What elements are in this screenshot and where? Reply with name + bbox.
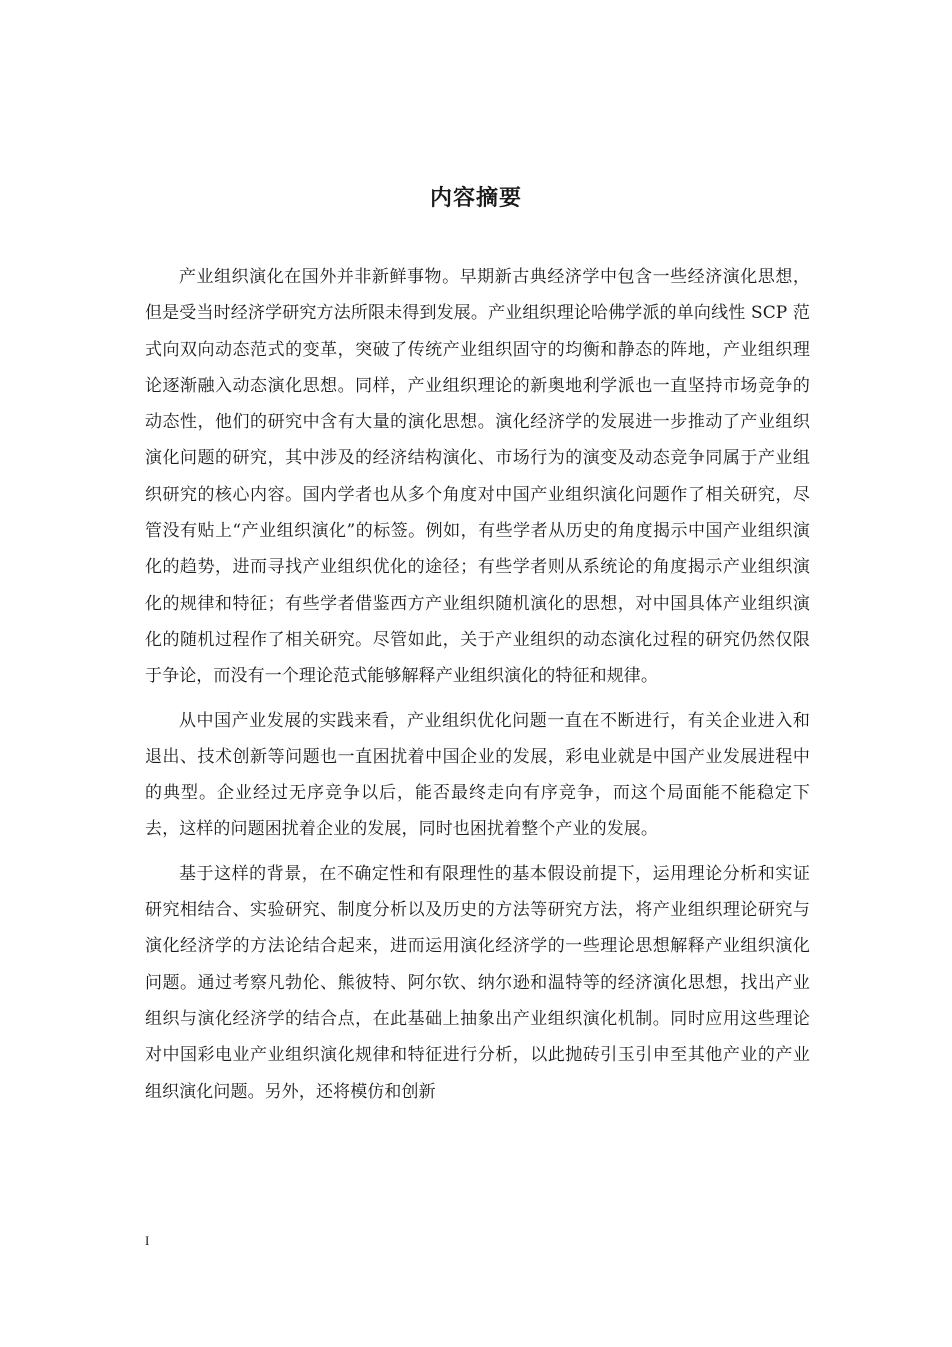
abstract-body [145, 259, 810, 1118]
paragraph-2: 从中国产业发展的实践来看，产业组织优化问题一直在不断进行，有关企业进入和退出、技术创新等问题也一直困扰着中国企业的发展，彩电业就是中国产业发展进程中的典型。企业经过无序竞争以后，能否最终走向有序竞争，而这个局面能不能稳定下去，这样的问题困扰着企业的发展，同时也困扰着整个产业的发展。 [145, 710, 810, 840]
paragraph-3: 基于这样的背景，在不确定性和有限理性的基本假设前提下，运用理论分析和实证研究相结合、实验研究、制度分析以及历史的方法等研究方法，将产业组织理论研究与演化经济学的方法论结合起来，进而运用演化经济学的一些理论思想解释产业组织演化问题。通过考察凡勃伦、熊彼特、阿尔钦、纳尔逊和温特等的经济演化思想，找出产业组织与演化经济学的结合点，在此基础上抽象出产业组织演化机制。同时应用这些理论对中国彩电业产业组织演化规律和特征进行分析，以此抛砖引玉引申至其他产业的产业组织演化问题。另外，还将模仿和创新 [145, 863, 810, 1102]
page-number: I [145, 1233, 150, 1248]
page-title: 内容摘要 [429, 186, 522, 211]
paragraph-1: 产业组织演化在国外并非新鲜事物。早期新古典经济学中包含一些经济演化思想，但是受当时经济学研究方法所限未得到发展。产业组织理论哈佛学派的单向线性 SCP 范式向双向动态范式的变革，突破了传统产业组织固守的均衡和静态的阵地，产业组织理论逐渐融入动态演化思想。同样，产业组织理论的新奥地利学派也一直坚持市场竞争的动态性，他们的研究中含有大量的演化思想。演化经济学的发展进一步推动了产业组织演化问题的研究，其中涉及的经济结构演化、市场行为的演变及动态竞争同属于产业组织研究的核心内容。国内学者也从多个角度对中国产业组织演化问题作了相关研究，尽管没有贴上“产业组织演化”的标签。例如，有些学者从历史的角度揭示中国产业组织演化的趋势，进而寻找产业组织优化的途径；有些学者则从系统论的角度揭示产业组织演化的规律和特征；有些学者借鉴西方产业组织随机演化的思想，对中国具体产业组织演化的随机过程作了相关研究。尽管如此，关于产业组织的动态演化过程的研究仍然仅限于争论，而没有一个理论范式能够解释产业组织演化的特征和规律。 [145, 267, 810, 687]
